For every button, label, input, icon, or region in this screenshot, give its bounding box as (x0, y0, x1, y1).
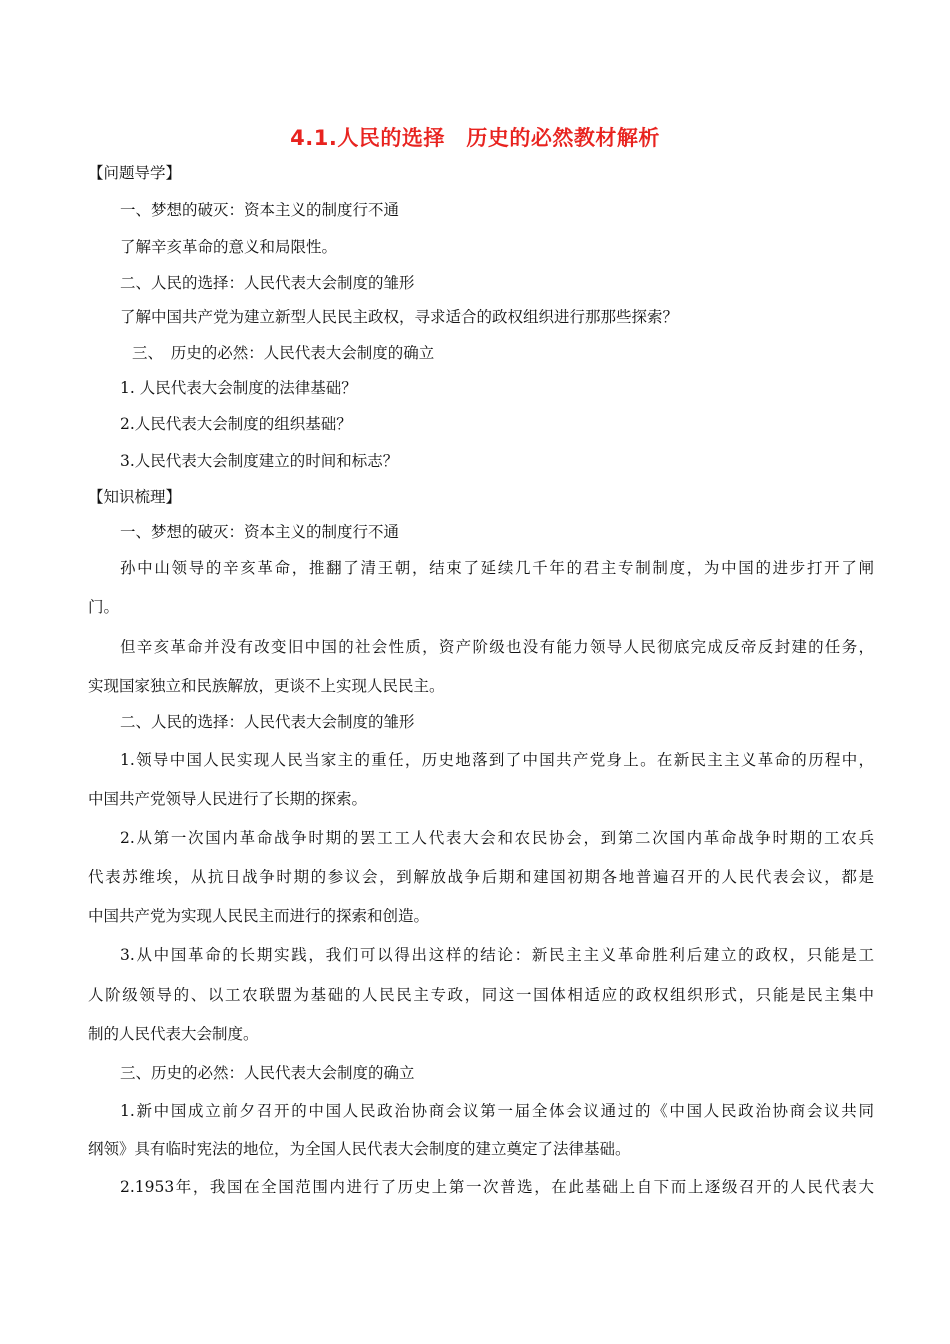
knowledge-line: 中国共产党领导人民进行了长期的探索。 (88, 790, 368, 808)
section-header-guide: 【问题导学】 (88, 164, 182, 182)
knowledge-line: 实现国家独立和民族解放，更谈不上实现人民民主。 (88, 677, 445, 695)
guide-line: 一、梦想的破灭：资本主义的制度行不通 (120, 201, 400, 219)
guide-line: 二、人民的选择：人民代表大会制度的雏形 (120, 274, 415, 292)
section-header-knowledge: 【知识梳理】 (88, 488, 182, 506)
guide-line: 了解中国共产党为建立新型人民民主政权，寻求适合的政权组织进行那那些探索？ (120, 308, 679, 326)
guide-line: 3.人民代表大会制度建立的时间和标志？ (120, 452, 399, 470)
knowledge-line: 中国共产党为实现人民民主而进行的探索和创造。 (88, 907, 430, 925)
knowledge-line: 纲领》具有临时宪法的地位，为全国人民代表大会制度的建立奠定了法律基础。 (88, 1140, 631, 1158)
knowledge-line: 3.从中国革命的长期实践，我们可以得出这样的结论：新民主主义革命胜利后建立的政权，只能是工 (120, 946, 874, 964)
knowledge-line: 1.新中国成立前夕召开的中国人民政治协商会议第一届全体会议通过的《中国人民政治协商会议共同 (120, 1102, 874, 1120)
knowledge-line: 二、人民的选择：人民代表大会制度的雏形 (120, 713, 415, 731)
guide-line: 2.人民代表大会制度的组织基础？ (120, 415, 352, 433)
knowledge-line: 人阶级领导的、以工农联盟为基础的人民民主专政，同这一国体相适应的政权组织形式，只能是民主集中 (88, 986, 874, 1004)
knowledge-line: 代表苏维埃，从抗日战争时期的参议会，到解放战争后期和建国初期各地普遍召开的人民代表会议，都是 (88, 868, 874, 886)
guide-line: 三、 历史的必然：人民代表大会制度的确立 (132, 344, 435, 362)
knowledge-line: 1.领导中国人民实现人民当家主的重任，历史地落到了中国共产党身上。在新民主主义革命的历程中， (120, 751, 874, 769)
knowledge-line: 但辛亥革命并没有改变旧中国的社会性质，资产阶级也没有能力领导人民彻底完成反帝反封建的任务， (120, 638, 874, 656)
guide-line: 了解辛亥革命的意义和局限性。 (120, 238, 338, 256)
knowledge-line: 门。 (88, 598, 120, 616)
knowledge-line: 2.从第一次国内革命战争时期的罢工工人代表大会和农民协会，到第二次国内革命战争时期的工农兵 (120, 829, 874, 847)
knowledge-line: 2.1953年，我国在全国范围内进行了历史上第一次普选，在此基础上自下而上逐级召开的人民代表大 (120, 1178, 874, 1196)
knowledge-line: 制的人民代表大会制度。 (88, 1025, 259, 1043)
knowledge-line: 三、历史的必然：人民代表大会制度的确立 (120, 1064, 415, 1082)
document-title: 4.1.人民的选择 历史的必然教材解析 (290, 126, 660, 150)
guide-line: 1. 人民代表大会制度的法律基础？ (120, 379, 357, 397)
knowledge-line: 孙中山领导的辛亥革命，推翻了清王朝，结束了延续几千年的君主专制制度，为中国的进步打开了闸 (120, 559, 874, 577)
knowledge-line: 一、梦想的破灭：资本主义的制度行不通 (120, 523, 400, 541)
